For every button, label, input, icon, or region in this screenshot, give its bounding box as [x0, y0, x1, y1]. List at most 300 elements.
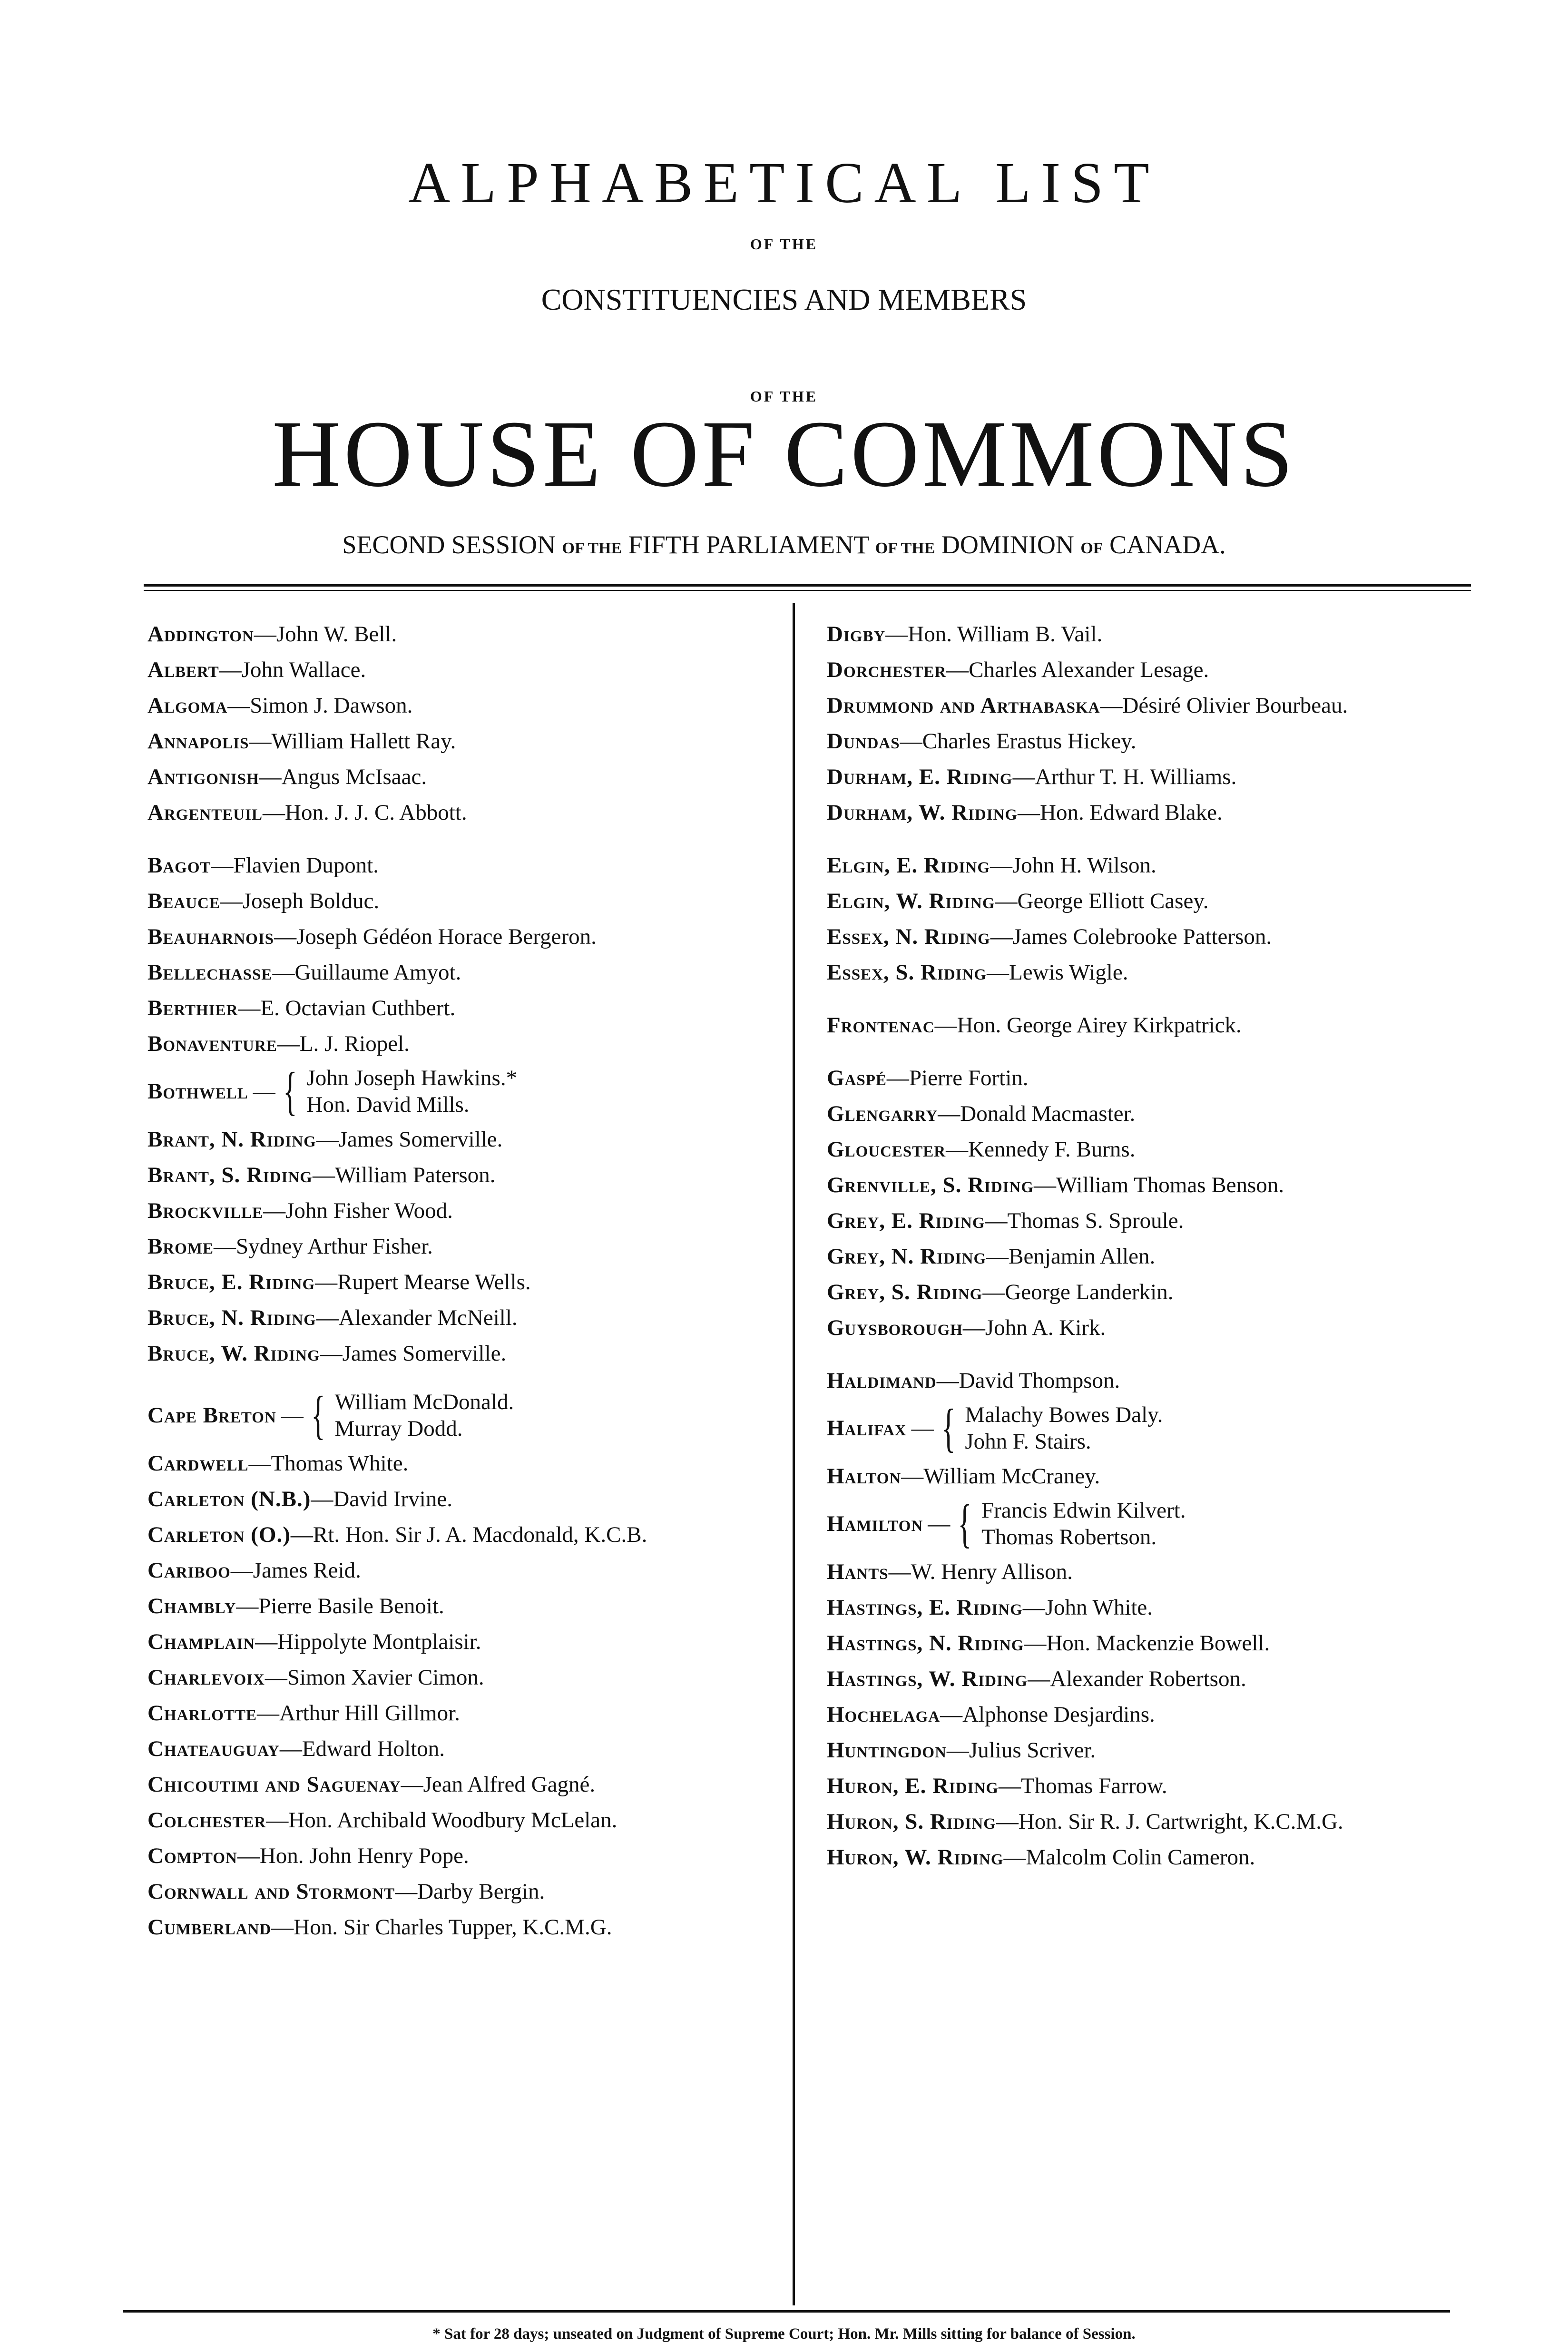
dash-separator: —	[395, 1879, 418, 1904]
constituency-name: Cornwall and Stormont	[147, 1879, 395, 1904]
list-item	[147, 1300, 780, 1336]
member-name: Hon. George Airey Kirkpatrick.	[957, 1013, 1242, 1038]
of-small: OF	[1080, 539, 1103, 557]
member-name: John A. Kirk.	[985, 1315, 1106, 1340]
constituency-group	[827, 848, 1493, 990]
list-item	[147, 1386, 780, 1445]
constituency-name: Grey, E. Riding	[827, 1208, 985, 1233]
member-name: Angus McIsaac.	[281, 765, 427, 789]
list-item	[827, 1733, 1493, 1768]
dash-separator: —	[999, 1774, 1021, 1798]
dash-separator: —	[985, 1208, 1008, 1233]
list-item	[147, 1193, 780, 1229]
member-name: William Paterson.	[334, 1163, 496, 1187]
list-item	[827, 1008, 1493, 1043]
member-name: Hon. David Mills.	[306, 1092, 470, 1117]
list-item	[147, 1122, 780, 1157]
list-item	[147, 883, 780, 919]
dash-separator: —	[1028, 1667, 1050, 1691]
list-item	[147, 1229, 780, 1265]
list-item	[147, 724, 780, 759]
list-item	[827, 883, 1493, 919]
member-name: Alexander McNeill.	[338, 1305, 518, 1330]
member-name: William McDonald.	[334, 1390, 514, 1414]
list-item	[147, 1696, 780, 1731]
constituency-name: Bruce, N. Riding	[147, 1305, 316, 1330]
list-item	[827, 1310, 1493, 1346]
member-name: Malcolm Colin Cameron.	[1026, 1845, 1255, 1870]
constituency-name: Cape Breton	[147, 1403, 276, 1428]
list-item	[827, 795, 1493, 831]
dash-separator: —	[265, 1665, 287, 1690]
list-item	[827, 1459, 1493, 1494]
brace-icon: {	[958, 1494, 972, 1553]
constituency-name: Hastings, W. Riding	[827, 1667, 1028, 1691]
constituency-name: Brant, S. Riding	[147, 1163, 313, 1187]
list-item	[827, 1203, 1493, 1239]
member-pair	[335, 1389, 514, 1442]
dash-separator: —	[990, 924, 1013, 949]
member-name: Thomas Farrow.	[1021, 1774, 1167, 1798]
member-name: Pierre Fortin.	[909, 1066, 1029, 1090]
member-name: John H. Wilson.	[1012, 853, 1156, 878]
member-name: John Joseph Hawkins.*	[306, 1066, 518, 1090]
member-name: William Hallett Ray.	[271, 729, 456, 754]
constituency-name: Bruce, W. Riding	[147, 1341, 320, 1366]
list-item	[827, 617, 1493, 652]
constituency-name: Brockville	[147, 1198, 264, 1223]
list-item	[827, 848, 1493, 883]
constituency-name: Gloucester	[827, 1137, 946, 1162]
list-item	[147, 919, 780, 955]
list-title: ALPHABETICAL LIST	[408, 151, 1160, 215]
dash-separator: —	[996, 1809, 1019, 1834]
dash-separator: —	[311, 1487, 333, 1511]
constituency-group	[147, 848, 780, 1372]
dash-separator: —	[230, 1558, 253, 1583]
member-name: Alphonse Desjardins.	[962, 1702, 1155, 1727]
member-name: E. Octavian Cuthbert.	[260, 996, 456, 1020]
list-item	[827, 1590, 1493, 1626]
dash-separator: —	[249, 729, 272, 754]
list-item	[147, 759, 780, 795]
constituency-name: Hastings, E. Riding	[827, 1595, 1023, 1620]
member-name: Julius Scriver.	[969, 1738, 1096, 1763]
constituency-name: Beauharnois	[147, 924, 274, 949]
constituency-name: Annapolis	[147, 729, 249, 754]
constituency-name: Bonaventure	[147, 1031, 277, 1056]
dash-separator: —	[316, 1305, 339, 1330]
constituency-name: Argenteuil	[147, 800, 263, 825]
constituency-name: Guysborough	[827, 1315, 963, 1340]
member-pair	[965, 1402, 1163, 1455]
member-name: James Somerville.	[338, 1127, 503, 1152]
dash-separator: —	[1022, 1595, 1045, 1620]
constituency-name: Beauce	[147, 889, 220, 913]
constituency-name: Carleton (N.B.)	[147, 1487, 311, 1511]
list-item	[147, 688, 780, 724]
member-name: Désiré Olivier Bourbeau.	[1122, 693, 1348, 718]
list-item	[827, 1661, 1493, 1697]
list-item	[827, 1363, 1493, 1399]
member-name: Charles Erastus Hickey.	[922, 729, 1137, 754]
top-rule-thin	[144, 590, 1471, 591]
member-name: Simon Xavier Cimon.	[287, 1665, 484, 1690]
list-item	[147, 1446, 780, 1481]
constituency-group	[827, 1008, 1493, 1043]
dash-separator: —	[238, 996, 261, 1020]
member-name: Hon. Mackenzie Bowell.	[1046, 1631, 1270, 1656]
dash-separator: —	[1024, 1631, 1047, 1656]
dash-separator: —	[934, 1013, 957, 1038]
dash-separator: —	[1018, 800, 1040, 825]
column-divider	[793, 603, 795, 2305]
dash-separator: —	[888, 1559, 911, 1584]
member-name: David Thompson.	[959, 1368, 1120, 1393]
list-item	[147, 1481, 780, 1517]
constituency-name: Grey, S. Riding	[827, 1280, 983, 1304]
of-the-label-2: OF THE	[750, 388, 818, 405]
member-name: Hon. William B. Vail.	[908, 622, 1103, 647]
list-item	[147, 1553, 780, 1588]
dash-separator: —	[277, 1031, 300, 1056]
constituency-name: Gaspé	[827, 1066, 887, 1090]
member-name: Simon J. Dawson.	[250, 693, 413, 718]
list-item	[827, 955, 1493, 990]
member-name: Thomas S. Sproule.	[1007, 1208, 1184, 1233]
list-item	[147, 1336, 780, 1372]
member-name: Hon. John Henry Pope.	[259, 1843, 469, 1868]
constituency-name: Durham, E. Riding	[827, 765, 1013, 789]
member-name: Hon. Edward Blake.	[1040, 800, 1223, 825]
constituency-name: Algoma	[147, 693, 228, 718]
member-name: Benjamin Allen.	[1009, 1244, 1156, 1269]
list-item	[827, 724, 1493, 759]
constituency-name: Chateauguay	[147, 1736, 280, 1761]
constituency-name: Huron, E. Riding	[827, 1774, 999, 1798]
member-name: Hippolyte Montplaisir.	[277, 1629, 481, 1654]
dash-separator: —	[316, 1127, 339, 1152]
member-name: Rupert Mearse Wells.	[337, 1270, 531, 1294]
member-name: W. Henry Allison.	[911, 1559, 1073, 1584]
list-item	[147, 848, 780, 883]
list-item	[147, 1265, 780, 1300]
list-item	[827, 1132, 1493, 1167]
list-item	[147, 1517, 780, 1553]
member-name: Flavien Dupont.	[233, 853, 379, 878]
constituency-name: Frontenac	[827, 1013, 935, 1038]
member-name: Lewis Wigle.	[1009, 960, 1128, 985]
constituency-name: Huron, W. Riding	[827, 1845, 1004, 1870]
constituency-name: Halifax	[827, 1416, 907, 1441]
dash-separator: —	[259, 765, 282, 789]
dash-separator: —	[263, 1198, 286, 1223]
dash-separator: —	[211, 853, 234, 878]
member-name: George Elliott Casey.	[1017, 889, 1209, 913]
constituency-name: Antigonish	[147, 765, 259, 789]
brace-icon: {	[311, 1386, 325, 1445]
member-name: Sydney Arthur Fisher.	[236, 1234, 433, 1259]
left-column	[147, 617, 780, 1962]
session-text: SECOND SESSION	[342, 530, 556, 559]
dash-separator: —	[272, 960, 295, 985]
member-name: William McCraney.	[923, 1464, 1100, 1489]
list-item	[147, 1157, 780, 1193]
right-column	[827, 617, 1493, 1892]
constituency-group	[147, 617, 780, 831]
list-item	[827, 1840, 1493, 1875]
constituency-name: Cariboo	[147, 1558, 231, 1583]
member-name: John W. Bell.	[276, 622, 397, 647]
constituency-name: Hastings, N. Riding	[827, 1631, 1024, 1656]
constituency-name: Chambly	[147, 1594, 236, 1618]
constituency-name: Durham, W. Riding	[827, 800, 1018, 825]
member-name: Pierre Basile Benoit.	[258, 1594, 444, 1618]
constituency-name: Addington	[147, 622, 254, 647]
constituency-name: Charlotte	[147, 1701, 257, 1725]
of-the-small-2: OF THE	[875, 539, 935, 557]
dash-separator: —	[946, 1738, 969, 1763]
member-name: Francis Edwin Kilvert.	[981, 1498, 1186, 1523]
constituency-name: Hochelaga	[827, 1702, 941, 1727]
constituency-name: Glengarry	[827, 1101, 938, 1126]
dash-separator: —	[1100, 693, 1123, 718]
constituency-name: Huntingdon	[827, 1738, 947, 1763]
list-item	[827, 1060, 1493, 1096]
list-item	[827, 1096, 1493, 1132]
list-item	[147, 1062, 780, 1121]
constituency-name: Carleton (O.)	[147, 1522, 291, 1547]
brace-icon: {	[283, 1062, 297, 1121]
constituency-name: Bagot	[147, 853, 211, 878]
constituency-group	[827, 1363, 1493, 1875]
list-item	[147, 990, 780, 1026]
constituency-name: Essex, S. Riding	[827, 960, 987, 985]
dash-separator: —	[214, 1234, 236, 1259]
member-name: Thomas Robertson.	[981, 1525, 1157, 1549]
member-name: Thomas White.	[271, 1451, 409, 1476]
constituency-name: Albert	[147, 657, 219, 682]
member-name: L. J. Riopel.	[299, 1031, 410, 1056]
list-item	[147, 955, 780, 990]
dash-separator: —	[220, 889, 243, 913]
member-name: Alexander Robertson.	[1050, 1667, 1246, 1691]
member-name: Darby Bergin.	[417, 1879, 545, 1904]
list-item	[827, 1626, 1493, 1661]
dash-separator: —	[320, 1341, 343, 1366]
dash-separator: —	[312, 1163, 335, 1187]
list-item	[147, 1767, 780, 1803]
dash-separator: —	[1012, 765, 1035, 789]
list-item	[827, 1274, 1493, 1310]
constituency-name: Halton	[827, 1464, 902, 1489]
dash-separator: —	[253, 1079, 275, 1104]
list-item	[827, 652, 1493, 688]
constituency-name: Champlain	[147, 1629, 255, 1654]
member-name: Malachy Bowes Daly.	[965, 1402, 1163, 1427]
member-name: Guillaume Amyot.	[294, 960, 461, 985]
dash-separator: —	[911, 1416, 934, 1441]
dash-separator: —	[900, 729, 922, 754]
list-item	[827, 1554, 1493, 1590]
constituency-name: Dorchester	[827, 657, 947, 682]
dash-separator: —	[254, 622, 276, 647]
list-item	[827, 759, 1493, 795]
dash-separator: —	[315, 1270, 338, 1294]
list-item	[147, 1660, 780, 1696]
dash-separator: —	[281, 1403, 304, 1428]
dash-separator: —	[255, 1629, 278, 1654]
constituency-name: Colchester	[147, 1808, 266, 1833]
list-item	[827, 688, 1493, 724]
constituency-name: Drummond and Arthabaska	[827, 693, 1100, 718]
list-item	[827, 1399, 1493, 1458]
dash-separator: —	[227, 693, 250, 718]
list-item	[827, 919, 1493, 955]
dominion-text: DOMINION	[941, 530, 1074, 559]
constituency-name: Haldimand	[827, 1368, 937, 1393]
member-name: James Colebrooke Patterson.	[1012, 924, 1272, 949]
house-title: HOUSE OF COMMONS	[272, 402, 1296, 507]
dash-separator: —	[886, 1066, 909, 1090]
member-name: Arthur T. H. Williams.	[1035, 765, 1237, 789]
constituency-name: Dundas	[827, 729, 900, 754]
member-name: Charles Alexander Lesage.	[969, 657, 1209, 682]
list-item	[147, 1624, 780, 1660]
dash-separator: —	[986, 1244, 1009, 1269]
dash-separator: —	[290, 1522, 313, 1547]
dash-separator: —	[962, 1315, 985, 1340]
constituency-name: Hamilton	[827, 1511, 923, 1536]
member-name: George Landerkin.	[1005, 1280, 1174, 1304]
session-line	[0, 526, 1568, 568]
list-item	[147, 1874, 780, 1910]
constituency-name: Cardwell	[147, 1451, 249, 1476]
constituency-name: Huron, S. Riding	[827, 1809, 996, 1834]
member-name: William Thomas Benson.	[1056, 1173, 1284, 1197]
dash-separator: —	[990, 853, 1013, 878]
list-item	[147, 1803, 780, 1838]
list-item	[147, 1910, 780, 1945]
member-name: Jean Alfred Gagné.	[423, 1772, 596, 1797]
dash-separator: —	[271, 1915, 294, 1940]
brace-icon: {	[941, 1399, 956, 1458]
list-item	[147, 617, 780, 652]
list-item	[147, 795, 780, 831]
list-item	[827, 1167, 1493, 1203]
constituency-group	[827, 617, 1493, 831]
dash-separator: —	[263, 800, 285, 825]
member-name: Rt. Hon. Sir J. A. Macdonald, K.C.B.	[313, 1522, 647, 1547]
member-name: Hon. J. J. C. Abbott.	[285, 800, 467, 825]
parliament-text: FIFTH PARLIAMENT	[628, 530, 869, 559]
dash-separator: —	[248, 1451, 271, 1476]
constituency-name: Brome	[147, 1234, 214, 1259]
list-item	[147, 1026, 780, 1062]
list-item	[827, 1768, 1493, 1804]
member-name: Arthur Hill Gillmor.	[279, 1701, 460, 1725]
list-item	[827, 1494, 1493, 1553]
dash-separator: —	[219, 657, 242, 682]
member-name: James Reid.	[253, 1558, 361, 1583]
dash-separator: —	[274, 924, 297, 949]
member-name: James Somerville.	[342, 1341, 507, 1366]
constituency-name: Hants	[827, 1559, 889, 1584]
dash-separator: —	[901, 1464, 924, 1489]
member-name: Murray Dodd.	[334, 1416, 463, 1441]
dash-separator: —	[938, 1101, 960, 1126]
list-item	[147, 652, 780, 688]
member-name: John F. Stairs.	[965, 1429, 1091, 1454]
constituency-name: Digby	[827, 622, 886, 647]
dash-separator: —	[401, 1772, 423, 1797]
top-rule	[144, 584, 1471, 587]
dash-separator: —	[936, 1368, 959, 1393]
list-item	[827, 1804, 1493, 1840]
dash-separator: —	[987, 960, 1009, 985]
dash-separator: —	[237, 1843, 260, 1868]
dash-separator: —	[236, 1594, 259, 1618]
list-item	[147, 1731, 780, 1767]
canada-text: CANADA.	[1109, 530, 1226, 559]
member-name: Donald Macmaster.	[960, 1101, 1136, 1126]
dash-separator: —	[995, 889, 1018, 913]
list-item	[827, 1697, 1493, 1733]
member-pair	[307, 1065, 518, 1118]
member-name: John White.	[1045, 1595, 1153, 1620]
constituency-group	[147, 1386, 780, 1945]
constituency-name: Berthier	[147, 996, 238, 1020]
member-name: Hon. Archibald Woodbury McLelan.	[288, 1808, 617, 1833]
dash-separator: —	[257, 1701, 279, 1725]
dash-separator: —	[940, 1702, 963, 1727]
member-pair	[981, 1497, 1186, 1550]
constituency-name: Grey, N. Riding	[827, 1244, 987, 1269]
constituency-name: Compton	[147, 1843, 237, 1868]
member-name: David Irvine.	[333, 1487, 452, 1511]
member-name: Hon. Sir R. J. Cartwright, K.C.M.G.	[1018, 1809, 1343, 1834]
constituency-name: Cumberland	[147, 1915, 272, 1940]
member-name: Kennedy F. Burns.	[968, 1137, 1136, 1162]
constituency-group	[827, 1060, 1493, 1346]
list-item	[827, 1239, 1493, 1274]
constituency-name: Elgin, W. Riding	[827, 889, 995, 913]
member-name: John Wallace.	[241, 657, 366, 682]
constituency-name: Grenville, S. Riding	[827, 1173, 1034, 1197]
dash-separator: —	[885, 622, 908, 647]
list-item	[147, 1588, 780, 1624]
member-name: Edward Holton.	[302, 1736, 445, 1761]
dash-separator: —	[946, 1137, 969, 1162]
constituency-name: Bellechasse	[147, 960, 273, 985]
member-name: John Fisher Wood.	[285, 1198, 453, 1223]
constituency-name: Elgin, E. Riding	[827, 853, 990, 878]
member-name: Hon. Sir Charles Tupper, K.C.M.G.	[294, 1915, 612, 1940]
member-name: Joseph Bolduc.	[242, 889, 380, 913]
dash-separator: —	[928, 1511, 951, 1536]
footnote: * Sat for 28 days; unseated on Judgment of Supreme Court; Hon. Mr. Mills sitting for balance of Session.	[432, 2325, 1136, 2343]
constituency-name: Bruce, E. Riding	[147, 1270, 315, 1294]
member-name: Joseph Gédéon Horace Bergeron.	[296, 924, 597, 949]
constituency-name: Essex, N. Riding	[827, 924, 990, 949]
of-the-label-1: OF THE	[750, 235, 818, 253]
constituency-name: Bothwell	[147, 1079, 248, 1104]
list-subtitle: CONSTITUENCIES AND MEMBERS	[541, 283, 1027, 316]
bottom-rule	[123, 2310, 1450, 2313]
constituency-name: Charlevoix	[147, 1665, 265, 1690]
constituency-name: Chicoutimi and Saguenay	[147, 1772, 401, 1797]
dash-separator: —	[1003, 1845, 1026, 1870]
